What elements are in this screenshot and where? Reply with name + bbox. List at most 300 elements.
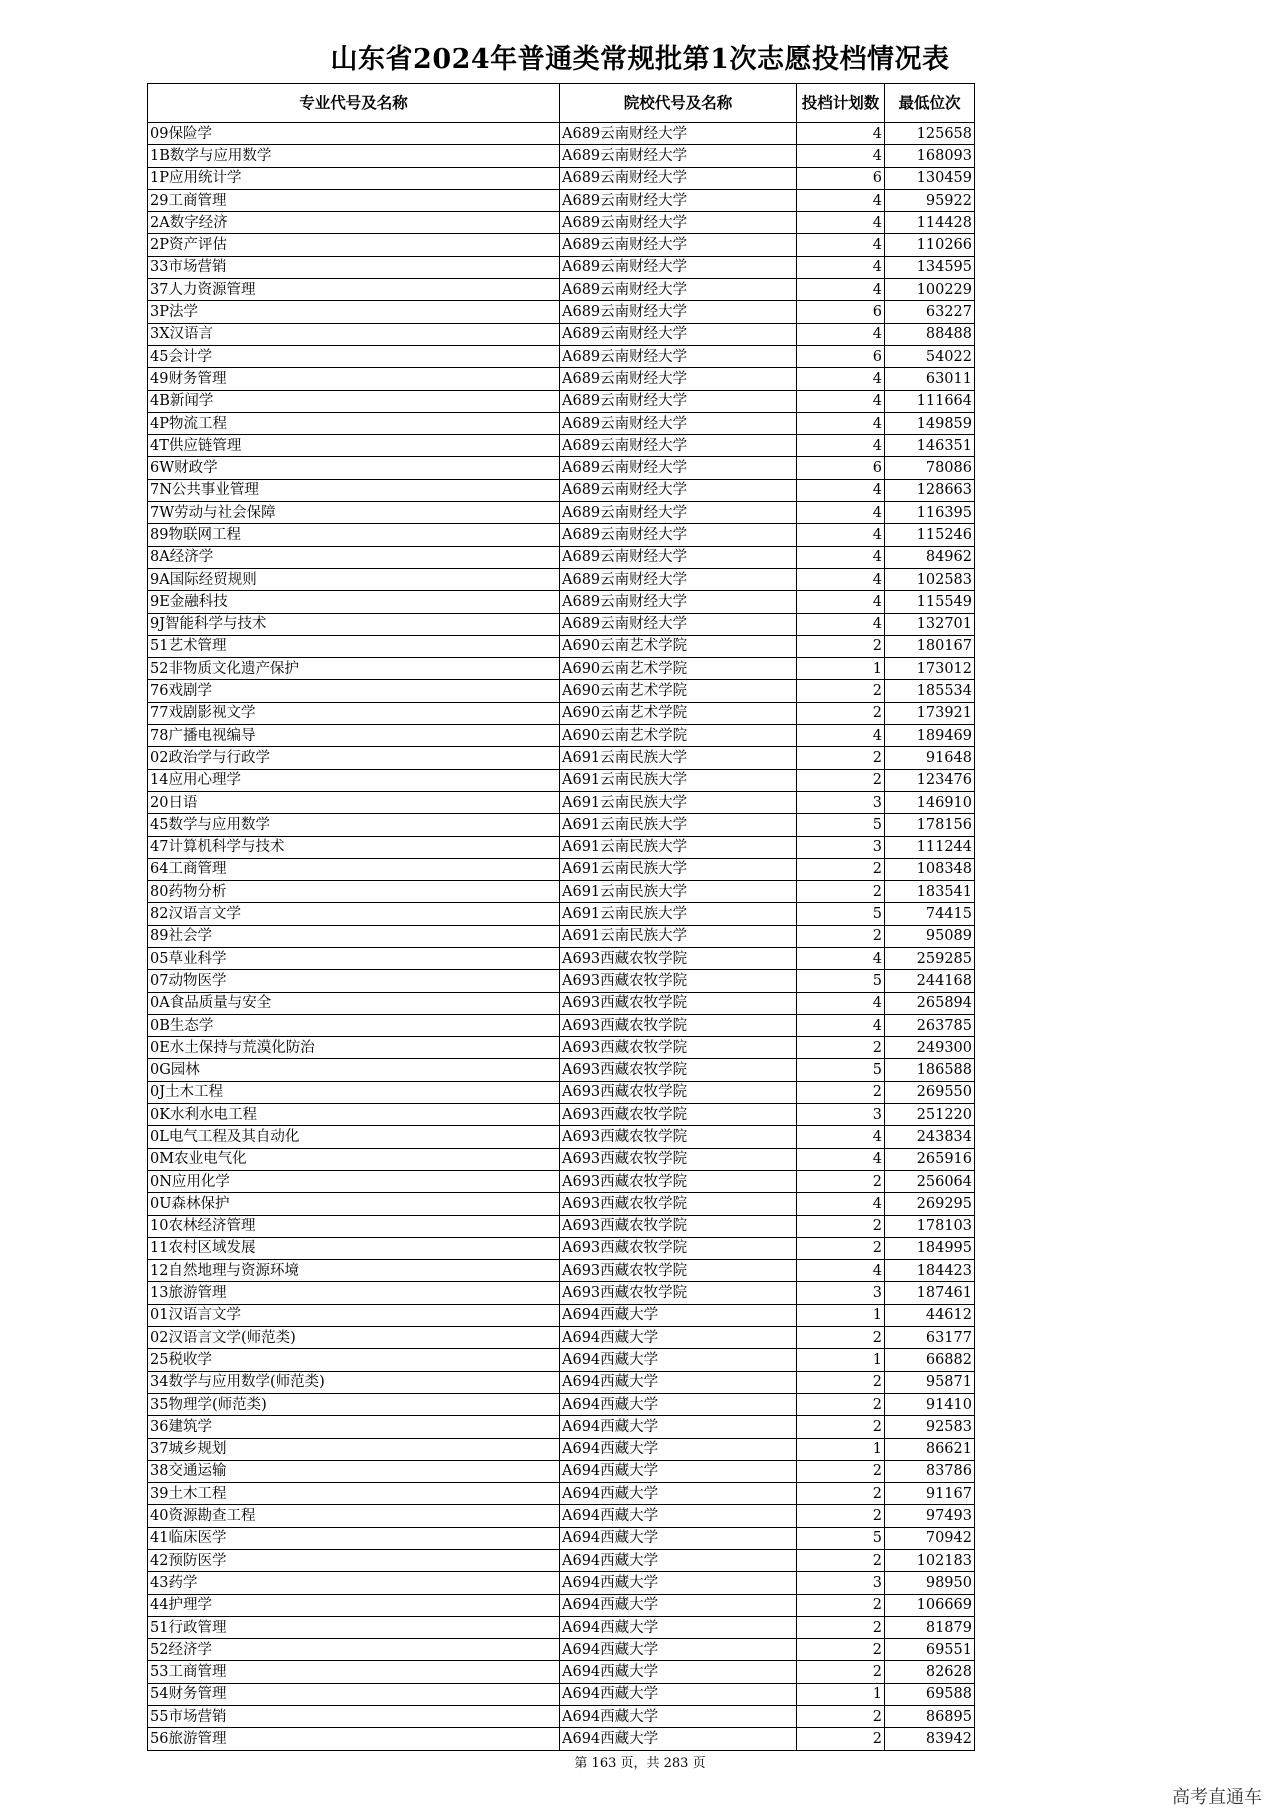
cell-rank: 146351 bbox=[885, 435, 975, 457]
cell-rank: 115246 bbox=[885, 524, 975, 546]
cell-rank: 186588 bbox=[885, 1059, 975, 1081]
cell-plan: 2 bbox=[797, 1416, 885, 1438]
cell-school: A689云南财经大学 bbox=[560, 568, 797, 590]
cell-plan: 2 bbox=[797, 1639, 885, 1661]
cell-major: 0A食品质量与安全 bbox=[148, 992, 560, 1014]
cell-major: 0B生态学 bbox=[148, 1014, 560, 1036]
table-header-row bbox=[148, 84, 975, 123]
cell-school: A694西藏大学 bbox=[560, 1416, 797, 1438]
cell-school: A689云南财经大学 bbox=[560, 212, 797, 234]
table-row bbox=[148, 1148, 975, 1170]
table-row bbox=[148, 368, 975, 390]
cell-rank: 125658 bbox=[885, 123, 975, 145]
cell-rank: 132701 bbox=[885, 613, 975, 635]
cell-school: A693西藏农牧学院 bbox=[560, 947, 797, 969]
cell-plan: 4 bbox=[797, 546, 885, 568]
table-row bbox=[148, 123, 975, 145]
cell-major: 4T供应链管理 bbox=[148, 435, 560, 457]
cell-rank: 83942 bbox=[885, 1728, 975, 1750]
cell-major: 4P物流工程 bbox=[148, 412, 560, 434]
cell-major: 09保险学 bbox=[148, 123, 560, 145]
cell-rank: 184995 bbox=[885, 1237, 975, 1259]
cell-plan: 2 bbox=[797, 1728, 885, 1750]
cell-major: 49财务管理 bbox=[148, 368, 560, 390]
table-row bbox=[148, 947, 975, 969]
cell-plan: 5 bbox=[797, 970, 885, 992]
cell-rank: 78086 bbox=[885, 457, 975, 479]
cell-plan: 2 bbox=[797, 881, 885, 903]
table-row bbox=[148, 1304, 975, 1326]
cell-school: A694西藏大学 bbox=[560, 1527, 797, 1549]
cell-rank: 185534 bbox=[885, 680, 975, 702]
cell-plan: 4 bbox=[797, 234, 885, 256]
table-row bbox=[148, 1215, 975, 1237]
cell-rank: 92583 bbox=[885, 1416, 975, 1438]
table-row bbox=[148, 970, 975, 992]
cell-plan: 2 bbox=[797, 925, 885, 947]
cell-school: A693西藏农牧学院 bbox=[560, 1081, 797, 1103]
table-row bbox=[148, 479, 975, 501]
cell-major: 2A数字经济 bbox=[148, 212, 560, 234]
cell-major: 1P应用统计学 bbox=[148, 167, 560, 189]
cell-school: A689云南财经大学 bbox=[560, 189, 797, 211]
cell-major: 1B数学与应用数学 bbox=[148, 145, 560, 167]
cell-school: A691云南民族大学 bbox=[560, 881, 797, 903]
cell-major: 05草业科学 bbox=[148, 947, 560, 969]
table-row bbox=[148, 1438, 975, 1460]
cell-major: 33市场营销 bbox=[148, 256, 560, 278]
cell-school: A694西藏大学 bbox=[560, 1706, 797, 1728]
cell-plan: 2 bbox=[797, 1327, 885, 1349]
cell-plan: 2 bbox=[797, 1483, 885, 1505]
cell-plan: 2 bbox=[797, 1661, 885, 1683]
cell-school: A689云南财经大学 bbox=[560, 457, 797, 479]
table-row bbox=[148, 1260, 975, 1282]
cell-school: A689云南财经大学 bbox=[560, 323, 797, 345]
cell-plan: 4 bbox=[797, 1014, 885, 1036]
cell-school: A693西藏农牧学院 bbox=[560, 1237, 797, 1259]
cell-rank: 54022 bbox=[885, 345, 975, 367]
cell-major: 25税收学 bbox=[148, 1349, 560, 1371]
table-row bbox=[148, 189, 975, 211]
cell-plan: 5 bbox=[797, 1059, 885, 1081]
cell-rank: 97493 bbox=[885, 1505, 975, 1527]
cell-school: A690云南艺术学院 bbox=[560, 658, 797, 680]
table-row bbox=[148, 814, 975, 836]
cell-rank: 189469 bbox=[885, 725, 975, 747]
cell-major: 9A国际经贸规则 bbox=[148, 568, 560, 590]
cell-major: 89物联网工程 bbox=[148, 524, 560, 546]
table-row bbox=[148, 502, 975, 524]
cell-major: 39土木工程 bbox=[148, 1483, 560, 1505]
cell-major: 42预防医学 bbox=[148, 1550, 560, 1572]
cell-plan: 6 bbox=[797, 345, 885, 367]
cell-plan: 2 bbox=[797, 1393, 885, 1415]
cell-plan: 2 bbox=[797, 769, 885, 791]
table-row bbox=[148, 1483, 975, 1505]
cell-rank: 187461 bbox=[885, 1282, 975, 1304]
cell-rank: 265894 bbox=[885, 992, 975, 1014]
cell-plan: 4 bbox=[797, 613, 885, 635]
cell-rank: 83786 bbox=[885, 1460, 975, 1482]
cell-rank: 168093 bbox=[885, 145, 975, 167]
cell-rank: 259285 bbox=[885, 947, 975, 969]
cell-school: A689云南财经大学 bbox=[560, 613, 797, 635]
cell-rank: 91167 bbox=[885, 1483, 975, 1505]
cell-rank: 69588 bbox=[885, 1683, 975, 1705]
cell-rank: 63177 bbox=[885, 1327, 975, 1349]
table-row bbox=[148, 1327, 975, 1349]
cell-plan: 1 bbox=[797, 1349, 885, 1371]
cell-rank: 146910 bbox=[885, 791, 975, 813]
table-row bbox=[148, 1460, 975, 1482]
table-row bbox=[148, 279, 975, 301]
table-row bbox=[148, 702, 975, 724]
cell-plan: 4 bbox=[797, 992, 885, 1014]
cell-major: 12自然地理与资源环境 bbox=[148, 1260, 560, 1282]
cell-school: A693西藏农牧学院 bbox=[560, 1148, 797, 1170]
cell-rank: 84962 bbox=[885, 546, 975, 568]
cell-major: 38交通运输 bbox=[148, 1460, 560, 1482]
cell-major: 0M农业电气化 bbox=[148, 1148, 560, 1170]
table-row bbox=[148, 1193, 975, 1215]
cell-plan: 1 bbox=[797, 1683, 885, 1705]
cell-major: 80药物分析 bbox=[148, 881, 560, 903]
table-row bbox=[148, 791, 975, 813]
cell-school: A689云南财经大学 bbox=[560, 145, 797, 167]
cell-school: A689云南财经大学 bbox=[560, 345, 797, 367]
cell-rank: 265916 bbox=[885, 1148, 975, 1170]
cell-plan: 4 bbox=[797, 502, 885, 524]
cell-school: A694西藏大学 bbox=[560, 1550, 797, 1572]
cell-plan: 6 bbox=[797, 301, 885, 323]
cell-rank: 69551 bbox=[885, 1639, 975, 1661]
cell-school: A694西藏大学 bbox=[560, 1616, 797, 1638]
cell-school: A694西藏大学 bbox=[560, 1371, 797, 1393]
cell-school: A691云南民族大学 bbox=[560, 747, 797, 769]
cell-school: A689云南财经大学 bbox=[560, 368, 797, 390]
cell-school: A691云南民族大学 bbox=[560, 814, 797, 836]
cell-school: A690云南艺术学院 bbox=[560, 702, 797, 724]
cell-major: 51艺术管理 bbox=[148, 635, 560, 657]
cell-plan: 2 bbox=[797, 1505, 885, 1527]
cell-plan: 3 bbox=[797, 1572, 885, 1594]
cell-major: 35物理学(师范类) bbox=[148, 1393, 560, 1415]
cell-major: 20日语 bbox=[148, 791, 560, 813]
cell-rank: 91410 bbox=[885, 1393, 975, 1415]
table-row bbox=[148, 1081, 975, 1103]
cell-school: A693西藏农牧学院 bbox=[560, 1215, 797, 1237]
cell-rank: 184423 bbox=[885, 1260, 975, 1282]
table-row bbox=[148, 1126, 975, 1148]
table-row bbox=[148, 769, 975, 791]
cell-major: 0E水土保持与荒漠化防治 bbox=[148, 1037, 560, 1059]
cell-major: 76戏剧学 bbox=[148, 680, 560, 702]
cell-plan: 4 bbox=[797, 189, 885, 211]
cell-plan: 4 bbox=[797, 947, 885, 969]
cell-school: A691云南民族大学 bbox=[560, 925, 797, 947]
cell-major: 3P法学 bbox=[148, 301, 560, 323]
cell-plan: 4 bbox=[797, 479, 885, 501]
cell-plan: 4 bbox=[797, 279, 885, 301]
page-number: 第 163 页，共 283 页 bbox=[574, 1756, 706, 1771]
table-row bbox=[148, 903, 975, 925]
cell-rank: 44612 bbox=[885, 1304, 975, 1326]
cell-school: A694西藏大学 bbox=[560, 1639, 797, 1661]
cell-school: A694西藏大学 bbox=[560, 1728, 797, 1750]
cell-major: 82汉语言文学 bbox=[148, 903, 560, 925]
table-row bbox=[148, 591, 975, 613]
cell-rank: 114428 bbox=[885, 212, 975, 234]
table-row bbox=[148, 1170, 975, 1192]
table-row bbox=[148, 524, 975, 546]
cell-rank: 88488 bbox=[885, 323, 975, 345]
table-row bbox=[148, 680, 975, 702]
cell-rank: 66882 bbox=[885, 1349, 975, 1371]
cell-rank: 63227 bbox=[885, 301, 975, 323]
cell-plan: 4 bbox=[797, 323, 885, 345]
cell-major: 52经济学 bbox=[148, 1639, 560, 1661]
cell-plan: 4 bbox=[797, 1193, 885, 1215]
cell-major: 2P资产评估 bbox=[148, 234, 560, 256]
cell-major: 7N公共事业管理 bbox=[148, 479, 560, 501]
cell-school: A693西藏农牧学院 bbox=[560, 970, 797, 992]
cell-school: A689云南财经大学 bbox=[560, 412, 797, 434]
cell-major: 52非物质文化遗产保护 bbox=[148, 658, 560, 680]
cell-plan: 5 bbox=[797, 814, 885, 836]
cell-major: 8A经济学 bbox=[148, 546, 560, 568]
table-row bbox=[148, 1639, 975, 1661]
cell-plan: 3 bbox=[797, 1104, 885, 1126]
cell-school: A694西藏大学 bbox=[560, 1438, 797, 1460]
table-row bbox=[148, 1683, 975, 1705]
cell-school: A690云南艺术学院 bbox=[560, 680, 797, 702]
cell-major: 54财务管理 bbox=[148, 1683, 560, 1705]
cell-school: A689云南财经大学 bbox=[560, 123, 797, 145]
cell-school: A689云南财经大学 bbox=[560, 301, 797, 323]
table-row bbox=[148, 1237, 975, 1259]
cell-plan: 4 bbox=[797, 524, 885, 546]
cell-rank: 95871 bbox=[885, 1371, 975, 1393]
cell-school: A694西藏大学 bbox=[560, 1505, 797, 1527]
cell-rank: 70942 bbox=[885, 1527, 975, 1549]
cell-major: 11农村区域发展 bbox=[148, 1237, 560, 1259]
cell-school: A693西藏农牧学院 bbox=[560, 1193, 797, 1215]
table-row bbox=[148, 858, 975, 880]
cell-rank: 180167 bbox=[885, 635, 975, 657]
cell-school: A694西藏大学 bbox=[560, 1460, 797, 1482]
cell-rank: 110266 bbox=[885, 234, 975, 256]
cell-plan: 2 bbox=[797, 1037, 885, 1059]
cell-plan: 4 bbox=[797, 123, 885, 145]
cell-school: A694西藏大学 bbox=[560, 1349, 797, 1371]
table-body bbox=[148, 123, 975, 1751]
cell-rank: 130459 bbox=[885, 167, 975, 189]
cell-major: 41临床医学 bbox=[148, 1527, 560, 1549]
cell-rank: 111664 bbox=[885, 390, 975, 412]
cell-rank: 111244 bbox=[885, 836, 975, 858]
cell-school: A691云南民族大学 bbox=[560, 769, 797, 791]
cell-major: 56旅游管理 bbox=[148, 1728, 560, 1750]
header-school: 院校代号及名称 bbox=[560, 84, 797, 123]
table-row bbox=[148, 1349, 975, 1371]
cell-school: A693西藏农牧学院 bbox=[560, 1126, 797, 1148]
cell-rank: 249300 bbox=[885, 1037, 975, 1059]
cell-major: 3X汉语言 bbox=[148, 323, 560, 345]
cell-plan: 2 bbox=[797, 858, 885, 880]
table-row bbox=[148, 234, 975, 256]
cell-major: 45数学与应用数学 bbox=[148, 814, 560, 836]
cell-school: A694西藏大学 bbox=[560, 1683, 797, 1705]
cell-school: A689云南财经大学 bbox=[560, 502, 797, 524]
table-row bbox=[148, 613, 975, 635]
cell-plan: 2 bbox=[797, 1550, 885, 1572]
table-row bbox=[148, 836, 975, 858]
cell-major: 0K水利水电工程 bbox=[148, 1104, 560, 1126]
table-row bbox=[148, 1527, 975, 1549]
cell-plan: 4 bbox=[797, 145, 885, 167]
cell-rank: 91648 bbox=[885, 747, 975, 769]
cell-plan: 4 bbox=[797, 435, 885, 457]
admission-table bbox=[147, 83, 975, 1751]
cell-major: 45会计学 bbox=[148, 345, 560, 367]
cell-plan: 2 bbox=[797, 1616, 885, 1638]
cell-plan: 1 bbox=[797, 1438, 885, 1460]
table-row bbox=[148, 323, 975, 345]
cell-plan: 2 bbox=[797, 1170, 885, 1192]
cell-school: A689云南财经大学 bbox=[560, 167, 797, 189]
cell-plan: 2 bbox=[797, 702, 885, 724]
cell-plan: 2 bbox=[797, 1237, 885, 1259]
cell-rank: 173921 bbox=[885, 702, 975, 724]
table-row bbox=[148, 635, 975, 657]
cell-major: 6W财政学 bbox=[148, 457, 560, 479]
cell-plan: 4 bbox=[797, 725, 885, 747]
cell-rank: 251220 bbox=[885, 1104, 975, 1126]
cell-major: 02政治学与行政学 bbox=[148, 747, 560, 769]
cell-rank: 173012 bbox=[885, 658, 975, 680]
cell-school: A693西藏农牧学院 bbox=[560, 1037, 797, 1059]
cell-plan: 4 bbox=[797, 1126, 885, 1148]
cell-plan: 4 bbox=[797, 568, 885, 590]
table-row bbox=[148, 1616, 975, 1638]
cell-plan: 4 bbox=[797, 1260, 885, 1282]
cell-major: 01汉语言文学 bbox=[148, 1304, 560, 1326]
cell-school: A689云南财经大学 bbox=[560, 524, 797, 546]
cell-plan: 4 bbox=[797, 390, 885, 412]
cell-major: 89社会学 bbox=[148, 925, 560, 947]
table-row bbox=[148, 256, 975, 278]
cell-rank: 134595 bbox=[885, 256, 975, 278]
cell-rank: 102583 bbox=[885, 568, 975, 590]
cell-plan: 3 bbox=[797, 836, 885, 858]
cell-school: A689云南财经大学 bbox=[560, 591, 797, 613]
table-row bbox=[148, 390, 975, 412]
cell-rank: 106669 bbox=[885, 1594, 975, 1616]
cell-rank: 63011 bbox=[885, 368, 975, 390]
cell-plan: 4 bbox=[797, 591, 885, 613]
cell-school: A691云南民族大学 bbox=[560, 903, 797, 925]
cell-school: A694西藏大学 bbox=[560, 1393, 797, 1415]
cell-major: 53工商管理 bbox=[148, 1661, 560, 1683]
cell-plan: 6 bbox=[797, 167, 885, 189]
cell-plan: 2 bbox=[797, 1706, 885, 1728]
cell-rank: 102183 bbox=[885, 1550, 975, 1572]
cell-rank: 263785 bbox=[885, 1014, 975, 1036]
cell-rank: 86895 bbox=[885, 1706, 975, 1728]
cell-plan: 2 bbox=[797, 1215, 885, 1237]
cell-major: 55市场营销 bbox=[148, 1706, 560, 1728]
cell-school: A689云南财经大学 bbox=[560, 256, 797, 278]
cell-school: A689云南财经大学 bbox=[560, 390, 797, 412]
cell-major: 10农林经济管理 bbox=[148, 1215, 560, 1237]
table-row bbox=[148, 992, 975, 1014]
cell-major: 0N应用化学 bbox=[148, 1170, 560, 1192]
cell-plan: 2 bbox=[797, 635, 885, 657]
cell-school: A693西藏农牧学院 bbox=[560, 1282, 797, 1304]
table-row bbox=[148, 881, 975, 903]
cell-school: A689云南财经大学 bbox=[560, 234, 797, 256]
header-plan: 投档计划数 bbox=[797, 84, 885, 123]
cell-major: 47计算机科学与技术 bbox=[148, 836, 560, 858]
cell-rank: 123476 bbox=[885, 769, 975, 791]
cell-rank: 128663 bbox=[885, 479, 975, 501]
cell-rank: 178156 bbox=[885, 814, 975, 836]
table-row bbox=[148, 1550, 975, 1572]
cell-plan: 2 bbox=[797, 1081, 885, 1103]
table-row bbox=[148, 412, 975, 434]
cell-major: 9E金融科技 bbox=[148, 591, 560, 613]
cell-plan: 5 bbox=[797, 903, 885, 925]
cell-rank: 95922 bbox=[885, 189, 975, 211]
cell-plan: 4 bbox=[797, 412, 885, 434]
cell-rank: 116395 bbox=[885, 502, 975, 524]
cell-rank: 82628 bbox=[885, 1661, 975, 1683]
cell-plan: 4 bbox=[797, 212, 885, 234]
cell-school: A694西藏大学 bbox=[560, 1661, 797, 1683]
table-row bbox=[148, 145, 975, 167]
cell-school: A693西藏农牧学院 bbox=[560, 1104, 797, 1126]
cell-school: A693西藏农牧学院 bbox=[560, 992, 797, 1014]
cell-plan: 2 bbox=[797, 747, 885, 769]
table-row bbox=[148, 1661, 975, 1683]
cell-major: 40资源勘查工程 bbox=[148, 1505, 560, 1527]
cell-school: A690云南艺术学院 bbox=[560, 725, 797, 747]
cell-major: 9J智能科学与技术 bbox=[148, 613, 560, 635]
table-row bbox=[148, 1728, 975, 1750]
cell-plan: 6 bbox=[797, 457, 885, 479]
cell-major: 51行政管理 bbox=[148, 1616, 560, 1638]
cell-plan: 2 bbox=[797, 1594, 885, 1616]
cell-rank: 149859 bbox=[885, 412, 975, 434]
table-row bbox=[148, 1594, 975, 1616]
cell-major: 0L电气工程及其自动化 bbox=[148, 1126, 560, 1148]
table-row bbox=[148, 1059, 975, 1081]
cell-major: 0G园林 bbox=[148, 1059, 560, 1081]
table-row bbox=[148, 1393, 975, 1415]
table-row bbox=[148, 725, 975, 747]
cell-major: 7W劳动与社会保障 bbox=[148, 502, 560, 524]
cell-school: A694西藏大学 bbox=[560, 1572, 797, 1594]
cell-rank: 115549 bbox=[885, 591, 975, 613]
table-row bbox=[148, 1505, 975, 1527]
table-row bbox=[148, 568, 975, 590]
cell-plan: 2 bbox=[797, 680, 885, 702]
cell-plan: 4 bbox=[797, 1148, 885, 1170]
cell-rank: 183541 bbox=[885, 881, 975, 903]
cell-major: 13旅游管理 bbox=[148, 1282, 560, 1304]
cell-school: A690云南艺术学院 bbox=[560, 635, 797, 657]
